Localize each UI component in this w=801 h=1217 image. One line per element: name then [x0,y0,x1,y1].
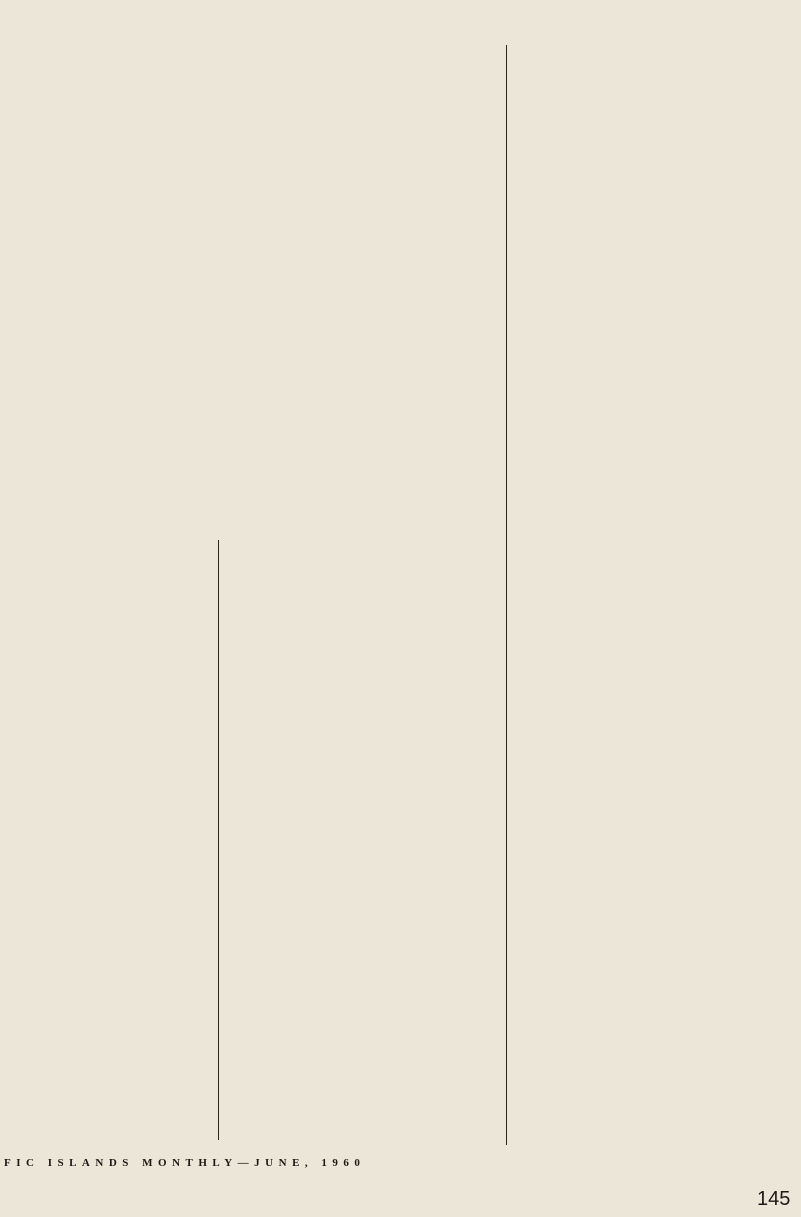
column-divider [218,540,219,1140]
page-footer: FIC ISLANDS MONTHLY—JUNE, 1960 [4,1157,366,1169]
page-number: 145 [757,1188,791,1210]
column-divider [506,45,507,1145]
